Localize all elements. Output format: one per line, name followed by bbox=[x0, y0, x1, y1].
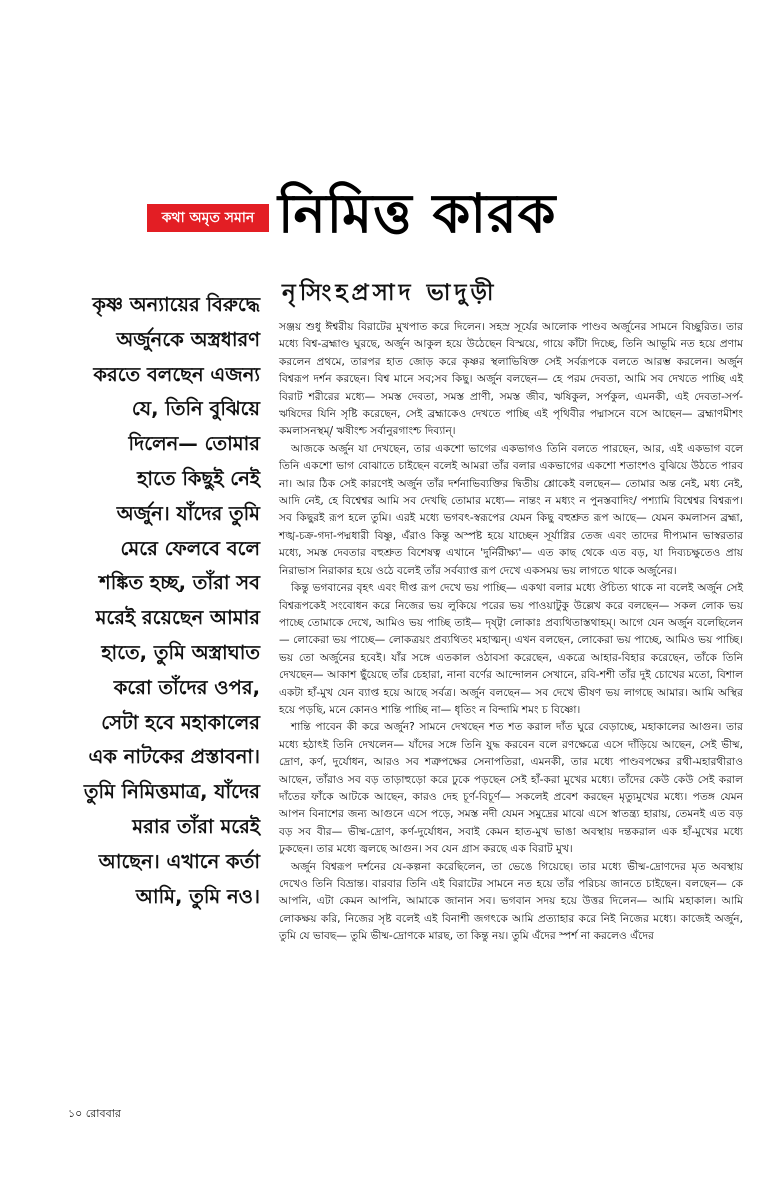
pull-quote-line: হাতে কিছুই নেই bbox=[137, 466, 260, 490]
pull-quote-line: এক নাটকের প্রস্তাবনা। bbox=[88, 745, 260, 769]
body-paragraph: আজকে অর্জুন যা দেখছেন, তার একশো ভাগের একভাগও তিনি বলতে পারছেন, আর, এই একভাগ বলে তিনি একশো ভাগ বোঝাতে চাইছেন বলেই আমরা তাঁর বলার একভাগের একশো শতাংশও বুঝিয়ে উঠতে পারব না। আর ঠিক সেই কারণেই অর্জুন তাঁর দর্শনাভিব্যক্তির দ্বিতীয় শ্লোকেই বলছেন— তোমার অন্ত নেই, মধ্য নেই, আদি নেই, হে বিশ্বেশ্বর আমি সব দেখছি তোমার মধ্যে— নান্তং ন মধ্যং ন পুনস্তবাদিং/ পশ্যামি বিশ্বেশ্বর বিশ্বরূপ। সব কিছুরই রূপ হলে তুমি। এরই মধ্যে ভগবৎ-স্বরূপের যেমন কিছু বহুশ্রুত রূপ আছে— যেমন কমলাসন ব্রহ্মা, শঙ্খ-চক্র-গদা-পদ্মধারী বিষ্ণু, এঁরাও কিন্তু অস্পষ্ট হয়ে যাচ্ছেন সূর্যাগ্নির তেজ এবং তাদের দীপ্যমান ভাস্বরতার মধ্যে, সমস্ত দেবতার বহুশ্রুত বিশেষত্ব এখানে 'দুর্নিরীক্ষ্য'— এত কাছ থেকে এত বড়, যা দিব্যচক্ষুতেও প্রায় নিরাভাস নিরাকার হয়ে ওঠে বলেই তাঁর সর্বব্যাপ্ত রূপ দেখে একসময় ভয় লাগতে থাকে অর্জুনের। bbox=[279, 442, 743, 577]
section-tag: কথা অমৃত সমান bbox=[147, 204, 269, 232]
body-paragraph: শান্তি পাবেন কী করে অর্জুন? সামনে দেখছেন শত শত করাল দাঁত ঘুরে বেড়াচ্ছে, মহাকালের আগুন। তার মধ্যে হঠাৎই তিনি দেখলেন— যাঁদের সঙ্গে তিনি যুদ্ধ করবেন বলে রণক্ষেত্রে এসে দাঁড়িয়ে আছেন, সেই ভীষ্ম, দ্রোণ, কর্ণ, দুর্যোধন, আরও সব শত্রুপক্ষের সেনাপতিরা, এমনকী, তার মধ্যে পাণ্ডবপক্ষের রথী-মহারথীরাও আছেন, তাঁরাও সব বড় তাড়াহুড়ো করে ঢুকে পড়ছেন সেই হাঁ-করা মুখের মধ্যে। তাঁদের কেউ কেউ সেই করাল দাঁতের ফাঁকে আটকে আছেন, কারও দেহ চূর্ণ-বিচূর্ণ— সকলেই প্রবেশ করছেন মৃত্যুমুখের মধ্যে। পতঙ্গ যেমন আপন বিনাশের জন্য আগুনে এসে পড়ে, সমস্ত নদী যেমন সমুদ্রের মাঝে এসে স্বাতন্ত্র্য হারায়, তেমনই এত বড় বড় সব বীর— ভীষ্ম-দ্রোণ, কর্ণ-দুর্যোধন, সবাই কেমন হাত-মুখ ভাঙা অবস্থায় দন্তকরাল এক হাঁ-মুখের মধ্যে ঢুকছেন। তার মধ্যে জ্বলছে আগুন। সব যেন গ্রাস করছে এক বিরাট মুখ। bbox=[279, 721, 743, 856]
pull-quote-line: আমি, তুমি নও। bbox=[135, 884, 260, 908]
article-body bbox=[279, 319, 743, 946]
pull-quote bbox=[70, 288, 260, 914]
pull-quote-line: কৃষ্ণ অন্যায়ের বিরুদ্ধে bbox=[92, 293, 260, 316]
pull-quote-line: হাতে, তুমি অস্ত্রাঘাত bbox=[101, 640, 260, 664]
pull-quote-line: অর্জুনকে অস্ত্রধারণ bbox=[116, 327, 260, 351]
pull-quote-line: শঙ্কিত হচ্ছ, তাঁরা সব bbox=[99, 571, 260, 595]
pull-quote-line: মেরে ফেলবে বলে bbox=[120, 536, 260, 560]
pull-quote-line: আছেন। এখানে কর্তা bbox=[98, 849, 260, 873]
pull-quote-line: করো তাঁদের ওপর, bbox=[113, 675, 260, 699]
pull-quote-line: মরার তাঁরা মরেই bbox=[132, 814, 260, 838]
pull-quote-line: সেটা হবে মহাকালের bbox=[101, 710, 260, 734]
pull-quote-line: তুমি নিমিত্তমাত্র, যাঁদের bbox=[83, 780, 260, 804]
page-footer: ১০ রোববার bbox=[68, 1107, 121, 1120]
pull-quote-line: যে, তিনি বুঝিয়ে bbox=[131, 397, 260, 421]
author-byline: নৃসিংহপ্রসাদ ভাদুড়ী bbox=[282, 280, 498, 306]
pull-quote-line: দিলেন— তোমার bbox=[128, 432, 260, 456]
article-title: নিমিত্ত কারক bbox=[278, 182, 557, 245]
body-paragraph: সঞ্জয় শুধু ঈশ্বরীয় বিরাটের মুখপাত করে দিলেন। সহস্র সূর্যের আলোক পাণ্ডব অর্জুনের সামনে বিচ্ছুরিত। তার মধ্যে বিশ্ব-ব্রহ্মাণ্ড ঘুরছে, অর্জুন আকুল হয়ে উঠেছেন বিস্ময়ে, গায়ে কাঁটা দিচ্ছে, তিনি আভূমি নত হয়ে প্রণাম করলেন প্রথমে, তারপর হাত জোড় করে কৃষ্ণর স্থলাভিষিক্ত সেই সর্বরূপকে বলতে আরম্ভ করলেন। অর্জুন বিশ্বরূপ দর্শন করছেন। বিশ্ব মানে সব;সব কিছু। অর্জুন বলছেন— হে পরম দেবতা, আমি সব দেখতে পাচ্ছি এই বিরাট শরীরের মধ্যে— সমস্ত দেবতা, সমস্ত প্রাণী, সমস্ত জীব, ঋষিকুল, সর্পকুল, এমনকী, এই দেবতা-সর্প-ঋষিদের যিনি সৃষ্টি করেছেন, সেই ব্রহ্মাকেও দেখতে পাচ্ছি এই পৃথিবীর পদ্মাসনে বসে আছেন— ব্রহ্মাণমীশং কমলাসনস্থম্/ ঋষীংশ্চ সর্বানুরগাংশ্চ দিব্যান্। bbox=[279, 321, 743, 438]
pull-quote-line: করতে বলছেন এজন্য bbox=[93, 362, 260, 386]
body-paragraph: অর্জুন বিশ্বরূপ দর্শনের যে-কল্পনা করেছিলেন, তা ভেঙে গিয়েছে। তার মধ্যে ভীষ্ম-দ্রোণদের মৃত অবস্থায় দেখেও তিনি বিভ্রান্ত। বারবার তিনি এই বিরাটের সামনে নত হয়ে তাঁর পরিচয় জানতে চাইছেন। বলছেন— কে আপনি, এটা কেমন আপনি, আমাকে জানান সব। ভগবান সদয় হয়ে উত্তর দিলেন— আমি মহাকাল। আমি লোকক্ষয় করি, নিজের সৃষ্ট বলেই এই বিনাশী জগৎকে আমি প্রত্যাহার করে নিই নিজের মধ্যে। কাজেই অর্জুন, তুমি যে ভাবছ— তুমি ভীষ্ম-দ্রোণকে মারছ, তা কিন্তু নয়। তুমি এঁদের স্পর্শ না করলেও এঁদের bbox=[279, 860, 743, 943]
pull-quote-line: মরেই রয়েছেন আমার bbox=[95, 606, 260, 630]
body-paragraph: কিন্তু ভগবানের বৃহৎ এবং দীপ্ত রূপ দেখে ভয় পাচ্ছি— একথা বলার মধ্যে ঔচিত্য থাকে না বলেই অর্জুন সেই বিশ্বরূপকেই সংবোধন করে নিজের ভয় লুকিয়ে পরের ভয় পাওয়াটুকু উল্লেখ করে বলছেন— সকল লোক ভয় পাচ্ছে তোমাকে দেখে, আমিও ভয় পাচ্ছি তাই— দৃষ্ট্বা লোকাঃ প্রব্যথিতাস্তথাহম্। আগে যেন অর্জুন বলেছিলেন— লোকেরা ভয় পাচ্ছে— লোকত্রয়ং প্রব্যথিতং মহাত্মন্। এখন বলছেন, লোকেরা ভয় পাচ্ছে, আমিও ভয় পাচ্ছি। ভয় তো অর্জুনের হবেই। যাঁর সঙ্গে এতকাল ওঠাবসা করেছেন, একত্রে আহার-বিহার করেছেন, তাঁকে তিনি দেখছেন— আকাশ ছুঁয়েছে তাঁর চেহারা, নানা বর্ণের আন্দোলন সেখানে, রবি-শশী তাঁর দুই চোখের মতো, বিশাল একটা হাঁ-মুখ যেন ব্যাপ্ত হয়ে আছে সর্বত্র। অর্জুন বলছেন— সব দেখে ভীষণ ভয় লাগছে আমার। আমি অস্থির হয়ে পড়ছি, মনে কোনও শান্তি পাচ্ছি না— ধৃতিং ন বিন্দামি শমং চ বিষ্ণো। bbox=[279, 582, 743, 716]
pull-quote-line: অর্জুন। যাঁদের তুমি bbox=[116, 501, 260, 525]
